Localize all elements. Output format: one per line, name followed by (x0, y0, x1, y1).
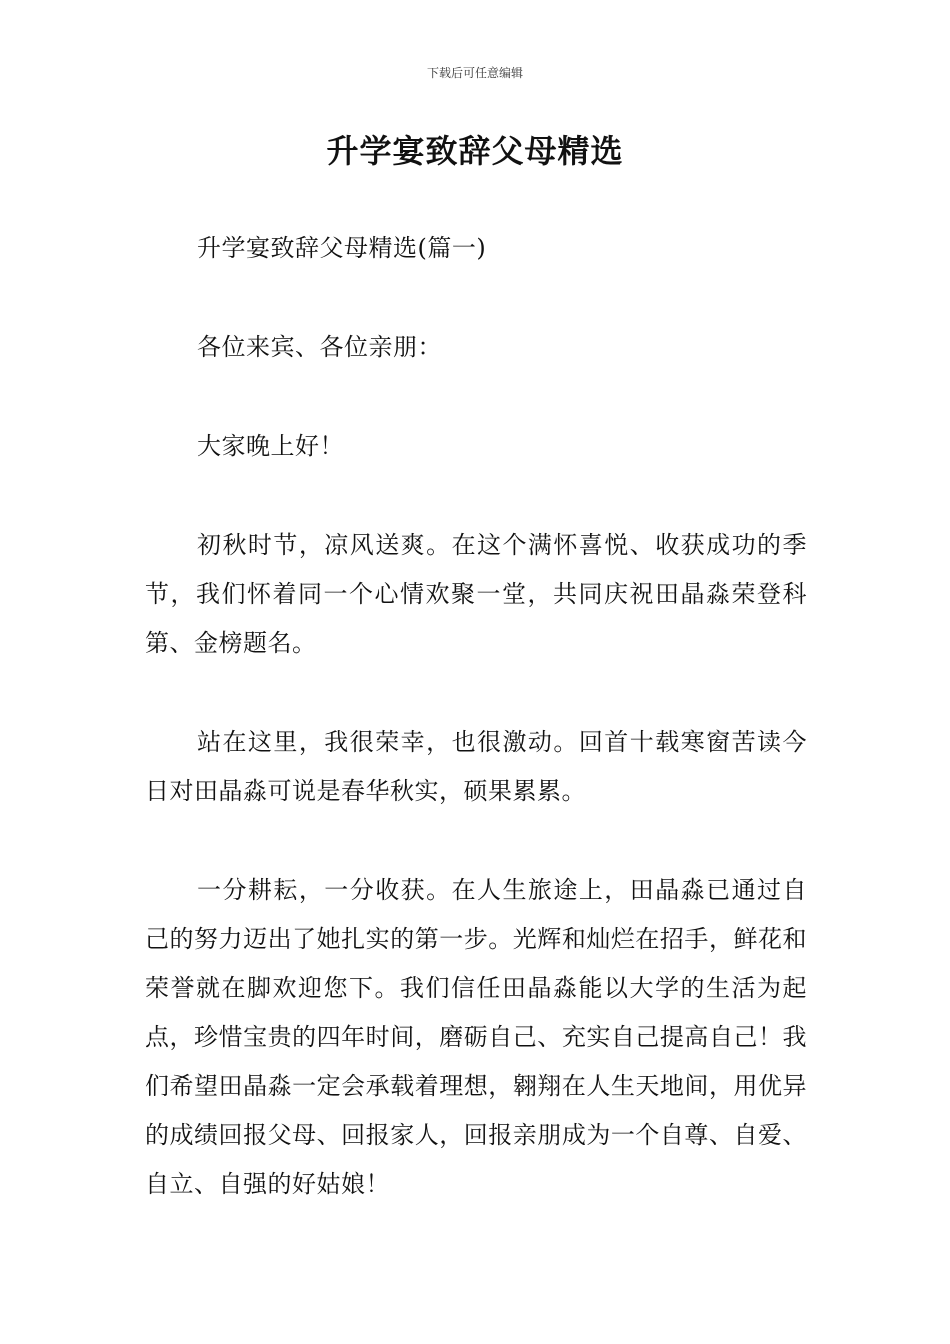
document-body (145, 224, 807, 1259)
paragraph-wishes: 一分耕耘，一分收获。在人生旅途上，田晶淼已通过自己的努力迈出了她扎实的第一步。光辉和灿烂在招手，鲜花和荣誉就在脚欢迎您下。我们信任田晶淼能以大学的生活为起点，珍惜宝贵的四年时间，磨砺自己、充实自己提高自己！我们希望田晶淼一定会承载着理想，翱翔在人生天地间，用优异的成绩回报父母、回报家人，回报亲朋成为一个自尊、自爱、自立、自强的好姑娘！ (145, 876, 807, 1198)
paragraph-season: 初秋时节，凉风送爽。在这个满怀喜悦、收获成功的季节，我们怀着同一个心情欢聚一堂，共同庆祝田晶淼荣登科第、金榜题名。 (145, 531, 807, 657)
paragraph-salutation: 各位来宾、各位亲朋： (197, 333, 442, 361)
paragraph-greeting: 大家晚上好！ (197, 432, 344, 460)
paragraph-section-heading: 升学宴致辞父母精选(篇一) (197, 234, 487, 262)
paragraph-honor: 站在这里，我很荣幸，也很激动。回首十载寒窗苦读今日对田晶淼可说是春华秋实，硕果累累。 (145, 728, 807, 805)
document-title: 升学宴致辞父母精选 (326, 132, 624, 170)
page-header-note: 下载后可任意编辑 (426, 66, 523, 80)
